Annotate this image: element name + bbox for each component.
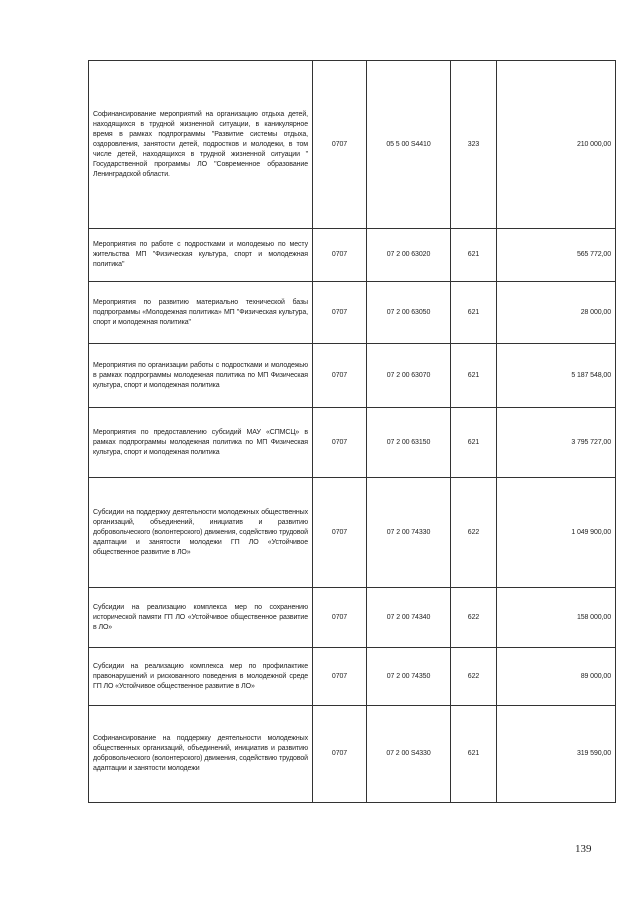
target-article-code: 07 2 00 74350 <box>367 648 451 706</box>
target-article-code: 05 5 00 S4410 <box>367 61 451 229</box>
table-row <box>89 588 616 648</box>
section-code: 0707 <box>313 706 367 803</box>
expense-type-code: 621 <box>451 408 497 478</box>
expense-name: Мероприятия по работе с подростками и молодежью по месту жительства МП "Физическая культура, спорт и молодежная политика" <box>89 229 313 282</box>
amount: 5 187 548,00 <box>497 344 616 408</box>
target-article-code: 07 2 00 74340 <box>367 588 451 648</box>
section-code: 0707 <box>313 408 367 478</box>
target-article-code: 07 2 00 63020 <box>367 229 451 282</box>
table-row <box>89 478 616 588</box>
section-code: 0707 <box>313 282 367 344</box>
expense-type-code: 323 <box>451 61 497 229</box>
expense-type-code: 622 <box>451 588 497 648</box>
amount: 1 049 900,00 <box>497 478 616 588</box>
budget-table <box>88 60 616 803</box>
target-article-code: 07 2 00 74330 <box>367 478 451 588</box>
expense-type-code: 622 <box>451 478 497 588</box>
section-code: 0707 <box>313 478 367 588</box>
expense-name: Субсидии на поддержку деятельности молодежных общественных организаций, объединений, инициатив и развитию добровольческого (волонтерского) движения, содействию трудовой адаптации и занятости молодежи ГП ЛО «Устойчивое общественное развитие в ЛО» <box>89 478 313 588</box>
target-article-code: 07 2 00 S4330 <box>367 706 451 803</box>
amount: 210 000,00 <box>497 61 616 229</box>
amount: 28 000,00 <box>497 282 616 344</box>
table-row <box>89 706 616 803</box>
expense-name: Мероприятия по развитию материально технической базы подпрограммы «Молодежная политика» МП "Физическая культура, спорт и молодежная политика" <box>89 282 313 344</box>
target-article-code: 07 2 00 63070 <box>367 344 451 408</box>
section-code: 0707 <box>313 229 367 282</box>
section-code: 0707 <box>313 344 367 408</box>
amount: 565 772,00 <box>497 229 616 282</box>
expense-type-code: 622 <box>451 648 497 706</box>
amount: 3 795 727,00 <box>497 408 616 478</box>
expense-type-code: 621 <box>451 282 497 344</box>
expense-name: Мероприятия по организации работы с подростками и молодежью в рамках подпрограммы молодежная политика по МП Физическая культура, спорт и молодежная политика <box>89 344 313 408</box>
table-row <box>89 648 616 706</box>
table-row <box>89 61 616 229</box>
expense-name: Софинансирование мероприятий на организацию отдыха детей, находящихся в трудной жизненной ситуации, в каникулярное время в рамках подпрограммы "Развитие системы отдыха, оздоровления, занятости детей, подростков и молодежи, в том числе детей, находящихся в трудной жизненной ситуации " Государственной программы ЛО "Современное образование Ленинградской области. <box>89 61 313 229</box>
expense-name: Софинансирование на поддержку деятельности молодежных общественных организаций, объединений, инициатив и развитию добровольческого (волонтерского) движения, содействию трудовой адаптации и занятости молодежи <box>89 706 313 803</box>
section-code: 0707 <box>313 648 367 706</box>
table-row <box>89 344 616 408</box>
expense-type-code: 621 <box>451 229 497 282</box>
section-code: 0707 <box>313 61 367 229</box>
amount: 89 000,00 <box>497 648 616 706</box>
amount: 158 000,00 <box>497 588 616 648</box>
target-article-code: 07 2 00 63050 <box>367 282 451 344</box>
expense-type-code: 621 <box>451 706 497 803</box>
expense-name: Субсидии на реализацию комплекса мер по сохранению исторической памяти ГП ЛО «Устойчивое общественное развитие в ЛО» <box>89 588 313 648</box>
expense-name: Субсидии на реализацию комплекса мер по профилактике правонарушений и рискованного поведения в молодежной среде ГП ЛО «Устойчивое общественное развитие в ЛО» <box>89 648 313 706</box>
table-row <box>89 229 616 282</box>
table-row <box>89 282 616 344</box>
section-code: 0707 <box>313 588 367 648</box>
target-article-code: 07 2 00 63150 <box>367 408 451 478</box>
table-row <box>89 408 616 478</box>
expense-type-code: 621 <box>451 344 497 408</box>
page-number: 139 <box>575 843 592 855</box>
expense-name: Мероприятия по предоставлению субсидий МАУ «СПМСЦ» в рамках подпрограммы молодежная политика по МП Физическая культура, спорт и молодежная политика <box>89 408 313 478</box>
amount: 319 590,00 <box>497 706 616 803</box>
